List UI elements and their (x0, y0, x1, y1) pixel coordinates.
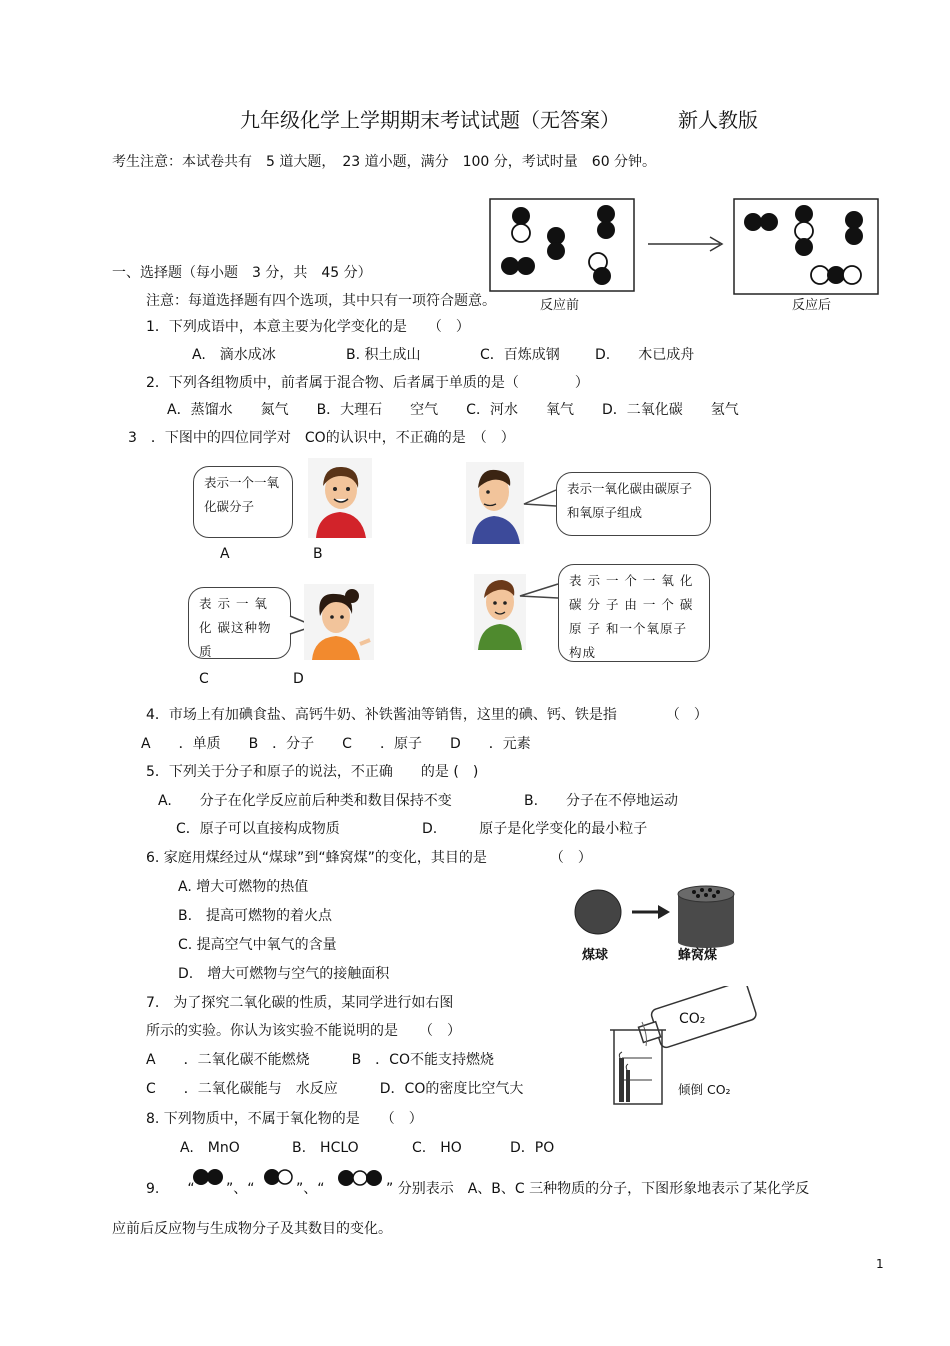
molecule-atom (547, 242, 565, 260)
edition-label: 新人教版 (678, 108, 758, 132)
before-label: 反应前 (540, 298, 580, 313)
page-number: 1 (876, 1257, 884, 1271)
q1-option-b: B. 积土成山 (346, 347, 421, 363)
student-b-icon (466, 462, 524, 544)
q3-label-c: C (199, 671, 209, 687)
q7-stem-line2: 所示的实验。你认为该实验不能说明的是 （ ） (146, 1023, 461, 1039)
q6-option-d: D. 增大可燃物与空气的接触面积 (178, 966, 390, 982)
q2-options: A．蒸馏水 氮气 B．大理石 空气 C．河水 氧气 D．二氧化碳 氢气 (167, 402, 739, 418)
molecule-c-icon (336, 1168, 386, 1188)
section-heading: 一、选择题（每小题 3 分，共 45 分） (112, 265, 372, 281)
molecule-atom (597, 221, 615, 239)
co2-pour-caption: 倾倒 CO₂ (678, 1082, 731, 1097)
molecule-atom (517, 257, 535, 275)
q8-option-c: C. HO (412, 1140, 462, 1156)
molecule-b-icon (262, 1168, 296, 1188)
molecule-a-icon (192, 1168, 226, 1188)
molecule-atom (811, 266, 829, 284)
q8-stem: 8. 下列物质中，不属于氧化物的是 （ ） (146, 1111, 423, 1127)
q9-line2: 应前后反应物与生成物分子及其数目的变化。 (112, 1221, 392, 1237)
q3-label-b: B (313, 546, 323, 562)
q1-option-c: C．百炼成钢 (480, 347, 560, 363)
q5-option-d: D. 原子是化学变化的最小粒子 (422, 821, 648, 837)
co2-bottle-label: CO₂ (679, 1011, 706, 1027)
student-c-icon (304, 584, 374, 660)
section-note: 注意：每道选择题有四个选项，其中只有一项符合题意。 (146, 293, 496, 309)
molecule-atom (501, 257, 519, 275)
molecule-atom (760, 213, 778, 231)
q3-label-a: A (220, 546, 230, 562)
q9-sep2: ”、“ (296, 1181, 325, 1197)
q1-option-a: A. 滴水成冰 (192, 347, 276, 363)
student-a-icon (308, 458, 372, 538)
q9-suffix: ” 分别表示 A、B、C 三种物质的分子，下图形象地表示了某化学反 (386, 1181, 810, 1197)
speech-bubble-b: 表示一氧化碳由碳原子和氧原子组成 (556, 472, 711, 536)
q5-option-a: A. 分子在化学反应前后种类和数目保持不变 (158, 793, 452, 809)
q9-sep1: ”、“ (226, 1181, 255, 1197)
q7-options-ab: A ．二氧化碳不能燃烧 B ．CO不能支持燃烧 (146, 1052, 494, 1068)
q3-stem: 3 ．下图中的四位同学对 CO的认识中，不正确的是 （ ） (128, 430, 515, 446)
molecule-atom (845, 227, 863, 245)
q3-label-d: D (293, 671, 304, 687)
honeycomb-coal-label: 蜂窝煤 (678, 948, 718, 963)
speech-bubble-a: 表示一个一氧化碳分子 (193, 466, 293, 538)
q8-option-a: A. MnO (180, 1140, 240, 1156)
q5-stem: 5．下列关于分子和原子的说法，不正确 的是 ( ) (146, 764, 479, 780)
molecule-atom (597, 205, 615, 223)
page-title: 九年级化学上学期期末考试试题（无答案） (240, 108, 620, 132)
coal-ball-label: 煤球 (582, 948, 609, 963)
q4-options: A ．单质 B ．分子 C ．原子 D ．元素 (141, 736, 531, 752)
q1-option-d: D. 木已成舟 (595, 347, 695, 363)
q6-option-b: B. 提高可燃物的着火点 (178, 908, 333, 924)
molecule-atom (795, 205, 813, 223)
q5-option-c: C．原子可以直接构成物质 (176, 821, 340, 837)
speech-bubble-c: 表 示 一 氧 化 碳这种物质 (188, 587, 291, 659)
molecule-atom (593, 267, 611, 285)
molecule-atom (845, 211, 863, 229)
speech-bubble-d: 表 示 一 个 一 氧 化 碳 分 子 由 一 个 碳 原 子 和一个氧原子构成 (558, 564, 710, 662)
molecule-atom (512, 224, 530, 242)
molecule-atom (512, 207, 530, 225)
molecule-atom (795, 222, 813, 240)
q6-option-c: C. 提高空气中氧气的含量 (178, 937, 337, 953)
q2-stem: 2．下列各组物质中，前者属于混合物、后者属于单质的是（ ） (146, 375, 589, 391)
q7-stem-line1: 7. 为了探究二氧化碳的性质，某同学进行如右图 (146, 995, 454, 1011)
molecule-atom (744, 213, 762, 231)
q5-option-b: B. 分子在不停地运动 (524, 793, 679, 809)
q9-prefix: 9. “ (146, 1181, 195, 1197)
q6-option-a: A. 增大可燃物的热值 (178, 879, 309, 895)
molecule-atom (795, 238, 813, 256)
exam-notice: 考生注意：本试卷共有 5 道大题， 23 道小题，满分 100 分，考试时量 60 分钟。 (112, 154, 657, 170)
q6-stem: 6. 家庭用煤经过从“煤球”到“蜂窝煤”的变化，其目的是 （ ） (146, 850, 592, 866)
coal-figure (570, 880, 750, 950)
after-label: 反应后 (792, 298, 832, 313)
coal-ball-icon (575, 890, 621, 934)
q4-stem: 4．市场上有加碘食盐、高钙牛奶、补铁酱油等销售，这里的碘、钙、铁是指 （ ） (146, 707, 708, 723)
molecule-atom (843, 266, 861, 284)
q1-stem: 1．下列成语中，本意主要为化学变化的是 （ ） (146, 319, 470, 335)
q8-option-d: D．PO (510, 1140, 555, 1156)
q7-options-cd: C ．二氧化碳能与 水反应 D．CO的密度比空气大 (146, 1081, 524, 1097)
q8-option-b: B. HCLO (292, 1140, 359, 1156)
